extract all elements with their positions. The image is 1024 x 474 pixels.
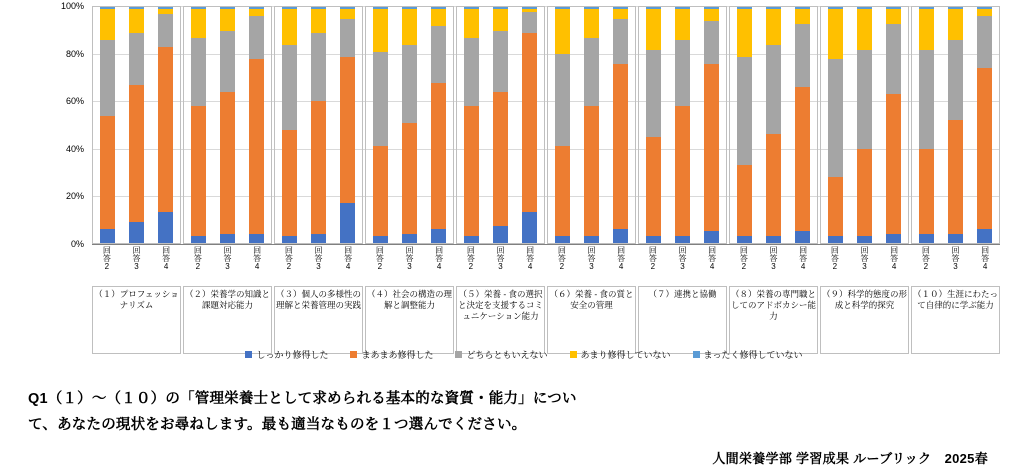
bar-segment [493,9,508,30]
x-axis-category-labels [92,286,1000,354]
category-label: （２）栄養学の知識と課題対応能力 [183,286,272,354]
stacked-bar [340,7,355,243]
bar-segment [464,38,479,106]
x-tick-label: 回答3 [495,246,505,271]
legend-swatch [570,351,577,358]
bar-group [638,6,727,244]
bar-segment [977,68,992,228]
bar-segment [191,236,206,243]
bar-segment [828,177,843,236]
y-axis-tick-label: 40% [65,143,84,154]
x-tick-label: 回答3 [313,246,323,271]
stacked-bar [402,7,417,243]
category-label: （１）プロフェッショナリズム [92,286,181,354]
legend-label: どちらともいえない [466,350,548,360]
bar-segment [402,234,417,243]
y-axis-tick-label: 20% [65,191,84,202]
bar-segment [493,92,508,227]
x-tick-label: 回答2 [557,246,567,271]
bar-group [92,6,181,244]
bar-segment [646,137,661,236]
x-tick-label: 回答2 [466,246,476,271]
bar-group [820,6,909,244]
bar-segment [311,33,326,101]
bar-segment [766,236,781,243]
bar-group [729,6,818,244]
bar-segment [100,40,115,116]
stacked-bar [493,7,508,243]
x-tick-label: 回答2 [284,246,294,271]
x-tick-label: 回答3 [131,246,141,271]
bar-segment [675,9,690,40]
legend-label: まあまあ修得した [361,350,434,360]
stacked-bar [646,7,661,243]
bar-segment [977,16,992,68]
bar-segment [675,40,690,106]
bar-segment [282,45,297,130]
bar-segment [373,146,388,236]
bar-segment [340,203,355,243]
stacked-bar [282,7,297,243]
y-axis-tick-label: 0% [70,239,84,249]
legend-label: まったく修得していない [703,350,803,360]
x-tick-label: 回答4 [343,246,353,271]
x-tick-label: 回答3 [950,246,960,271]
bar-segment [249,234,264,243]
legend-label: あまり修得していない [580,350,671,360]
bar-segment [828,236,843,243]
stacked-bar [795,7,810,243]
x-tick-label: 回答2 [102,246,112,271]
bar-segment [795,87,810,231]
bar-segment [795,24,810,88]
legend-swatch [455,351,462,358]
x-tick-label: 回答4 [252,246,262,271]
stacked-bar [464,7,479,243]
category-label: （６）栄養 - 食の質と安全の管理 [547,286,636,354]
bar-segment [857,236,872,243]
stacked-bar [948,7,963,243]
bar-segment [948,234,963,243]
bar-segment [340,19,355,57]
stacked-bar [129,7,144,243]
bar-segment [766,9,781,44]
bar-segment [886,234,901,243]
bar-segment [555,9,570,54]
bar-segment [948,9,963,40]
bar-segment [431,229,446,243]
bar-segment [220,31,235,92]
bar-group [911,6,1000,244]
x-tick-label: 回答2 [648,246,658,271]
caption-line-1: Q1（１）〜（１０）の「管理栄養士として求められる基本的な資質・能力」につい [28,391,577,407]
bar-segment [373,52,388,146]
stacked-bar [977,7,992,243]
bar-segment [646,9,661,49]
stacked-bar-chart [48,1,1000,356]
bar-segment [613,229,628,243]
stacked-bar [675,7,690,243]
bar-segment [402,123,417,234]
x-tick-group [820,246,909,282]
bar-segment [220,234,235,243]
bar-segment [919,234,934,243]
bar-segment [282,236,297,243]
bar-segment [100,9,115,40]
bar-segment [766,45,781,135]
y-axis [48,1,88,249]
bar-segment [919,9,934,49]
bar-segment [129,85,144,222]
bar-segment [704,21,719,63]
x-tick-label: 回答2 [830,246,840,271]
x-tick-label: 回答4 [980,246,990,271]
x-tick-label: 回答4 [161,246,171,271]
category-label: （５）栄養 - 食の選択と決定を支援するコミュニケーション能力 [456,286,545,354]
x-tick-group [456,246,545,282]
bar-segment [886,9,901,23]
bar-segment [373,236,388,243]
x-tick-group [183,246,272,282]
bar-segment [282,130,297,236]
legend-swatch [350,351,357,358]
bar-segment [191,9,206,37]
question-caption [28,386,978,438]
bar-segment [340,57,355,203]
bar-segment [100,116,115,229]
bar-segment [737,236,752,243]
bar-segment [584,38,599,106]
bar-segment [795,231,810,243]
bar-segment [373,9,388,51]
x-tick-label: 回答3 [768,246,778,271]
bar-segment [249,16,264,58]
category-label: （４）社会の構造の理解と調整能力 [365,286,454,354]
bar-segment [522,33,537,212]
x-tick-label: 回答2 [921,246,931,271]
stacked-bar [158,7,173,243]
stacked-bar [919,7,934,243]
stacked-bar [100,7,115,243]
bar-segment [646,236,661,243]
bar-group [456,6,545,244]
bar-segment [857,149,872,236]
x-tick-label: 回答4 [707,246,717,271]
caption-line-2: て、あなたの現状をお尋ねします。最も適当なものを１つ選んでください。 [28,417,527,433]
category-label: （８）栄養の専門職としてのアドボカシー能力 [729,286,818,354]
category-label: （７）連携と協働 [638,286,727,354]
plot-area [48,1,1000,249]
x-tick-group [92,246,181,282]
bar-segment [282,9,297,44]
x-tick-label: 回答3 [677,246,687,271]
legend-swatch [245,351,252,358]
bar-segment [977,9,992,16]
bar-segment [828,9,843,59]
bar-segment [129,9,144,33]
bar-group [183,6,272,244]
chart-legend [48,348,1000,361]
bar-segment [795,9,810,23]
bar-segment [311,101,326,233]
bar-segment [431,9,446,26]
bar-segment [402,45,417,123]
bar-segment [464,9,479,37]
bar-segment [828,59,843,177]
bar-group [365,6,454,244]
legend-item [350,348,433,361]
bar-segment [340,9,355,18]
stacked-bar [828,7,843,243]
x-tick-label: 回答2 [375,246,385,271]
bar-segment [431,26,446,83]
legend-item [245,348,328,361]
bar-segment [555,146,570,236]
bar-segment [584,236,599,243]
bar-segment [129,222,144,243]
bar-segment [464,106,479,236]
bar-segment [464,236,479,243]
bar-segment [948,120,963,233]
bar-segment [766,134,781,235]
stacked-bar [584,7,599,243]
legend-swatch [693,351,700,358]
category-label: （９）科学的態度の形成と科学的探究 [820,286,909,354]
bar-segment [129,33,144,85]
bar-segment [919,149,934,234]
category-label: （１０）生涯にわたって自律的に学ぶ能力 [911,286,1000,354]
x-tick-label: 回答3 [859,246,869,271]
bar-segment [737,165,752,236]
bar-segment [522,12,537,33]
bar-segment [493,226,508,243]
legend-item [570,348,671,361]
x-tick-group [274,246,363,282]
x-tick-label: 回答4 [525,246,535,271]
bar-groups [92,6,1000,244]
x-tick-label: 回答4 [889,246,899,271]
y-axis-tick-label: 60% [65,96,84,107]
x-axis-tick-labels [92,246,1000,282]
x-tick-group [365,246,454,282]
bar-segment [737,9,752,56]
bar-segment [311,234,326,243]
x-tick-label: 回答2 [193,246,203,271]
bar-segment [191,106,206,236]
bar-segment [584,9,599,37]
bar-segment [311,9,326,33]
bar-segment [584,106,599,236]
gridline [92,244,1000,245]
x-tick-group [729,246,818,282]
bar-segment [249,59,264,234]
stacked-bar [249,7,264,243]
bar-segment [675,106,690,236]
stacked-bar [613,7,628,243]
stacked-bar [522,7,537,243]
bar-segment [675,236,690,243]
stacked-bar [311,7,326,243]
category-label: （３）個人の多様性の理解と栄養管理の実践 [274,286,363,354]
bar-segment [857,50,872,149]
bar-segment [886,94,901,233]
bar-segment [948,40,963,120]
stacked-bar [191,7,206,243]
bar-segment [886,24,901,95]
stacked-bar [373,7,388,243]
bar-segment [704,9,719,21]
bar-segment [704,231,719,243]
bar-segment [431,83,446,229]
bar-group [547,6,636,244]
stacked-bar [555,7,570,243]
bar-segment [249,9,264,16]
stacked-bar [220,7,235,243]
legend-label: しっかり修得した [256,350,329,360]
legend-item [693,348,803,361]
y-axis-tick-label: 80% [65,48,84,59]
x-tick-label: 回答4 [798,246,808,271]
slide-footer: 人間栄養学部 学習成果 ルーブリック 2025春 [712,451,988,466]
x-tick-label: 回答4 [616,246,626,271]
bar-segment [555,54,570,146]
x-tick-label: 回答3 [586,246,596,271]
bar-segment [555,236,570,243]
x-tick-label: 回答4 [434,246,444,271]
bar-segment [158,212,173,243]
x-tick-label: 回答3 [404,246,414,271]
stacked-bar [704,7,719,243]
bar-segment [977,229,992,243]
bar-segment [402,9,417,44]
x-tick-label: 回答3 [222,246,232,271]
bar-group [274,6,363,244]
bar-segment [220,92,235,234]
bar-segment [646,50,661,137]
bar-segment [158,47,173,212]
x-tick-group [547,246,636,282]
bar-segment [493,31,508,92]
stacked-bar [886,7,901,243]
bar-segment [919,50,934,149]
bar-segment [613,19,628,64]
bar-segment [704,64,719,232]
bar-segment [613,64,628,229]
stacked-bar [766,7,781,243]
bar-segment [220,9,235,30]
bar-segment [191,38,206,106]
bar-segment [857,9,872,49]
stacked-bar [737,7,752,243]
x-tick-group [911,246,1000,282]
bar-segment [158,14,173,47]
bar-segment [522,212,537,243]
legend-item [455,348,547,361]
x-tick-group [638,246,727,282]
stacked-bar [857,7,872,243]
x-tick-label: 回答2 [739,246,749,271]
bar-segment [100,229,115,243]
bar-segment [737,57,752,166]
stacked-bar [431,7,446,243]
bar-segment [613,9,628,18]
y-axis-tick-label: 100% [60,1,84,11]
